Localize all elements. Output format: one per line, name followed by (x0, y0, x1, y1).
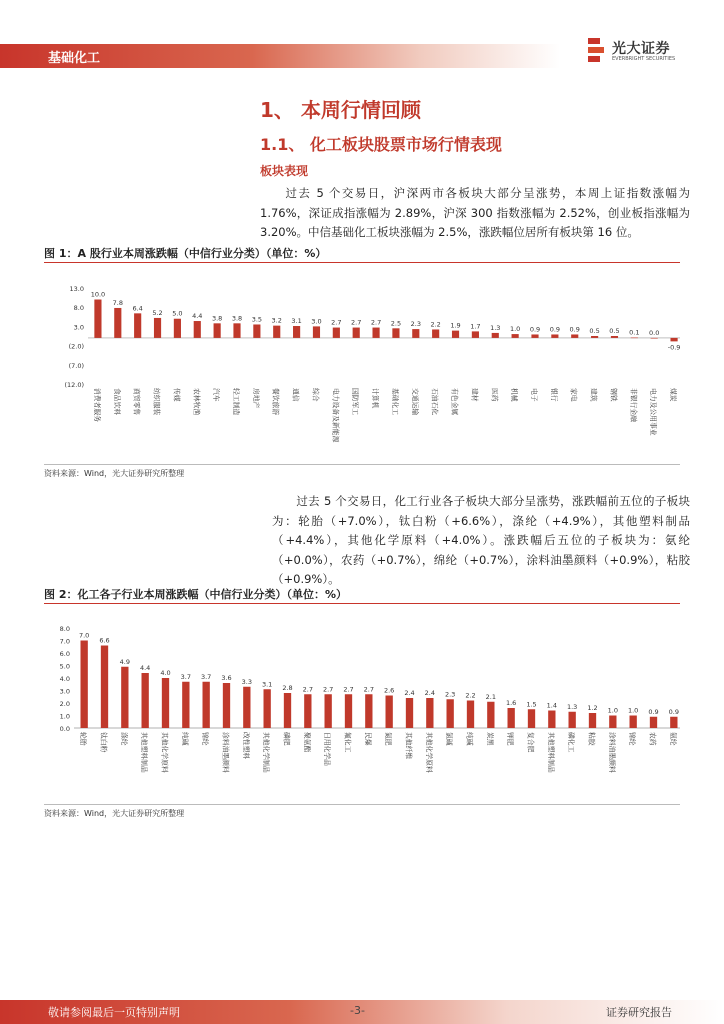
bar-value-label: 2.7 (343, 685, 354, 694)
bar (611, 336, 618, 338)
bar (487, 702, 494, 728)
y-tick-label: 13.0 (69, 285, 84, 293)
bar-value-label: 2.3 (444, 690, 456, 699)
category-label: 电力设备及新能源 (331, 388, 340, 443)
bar-value-label: 5.2 (152, 308, 163, 317)
header-section-label: 基础化工 (48, 51, 101, 66)
category-label: 机械 (510, 388, 519, 402)
section-heading: 1、 本周行情回顾 (260, 98, 421, 122)
y-tick-label: 7.0 (59, 637, 70, 646)
bar (528, 709, 535, 728)
category-label: 涂料油墨颜料 (607, 732, 616, 773)
category-label: 农林牧渔 (192, 388, 201, 416)
category-label: 钢铁 (609, 388, 618, 402)
category-label: 计算机 (371, 388, 380, 409)
bar (194, 321, 201, 338)
bar-value-label: 0.9 (648, 707, 659, 716)
bar (345, 694, 352, 728)
bar (94, 300, 101, 338)
category-label: 石油石化 (430, 388, 439, 416)
bar-value-label: 1.3 (490, 323, 501, 332)
category-label: 传媒 (172, 388, 181, 402)
category-label: 农药 (648, 732, 657, 746)
bar-value-label: 4.0 (160, 669, 171, 677)
y-tick-label: 0.0 (59, 725, 70, 733)
paragraph-text: 过去 5 个交易日，沪深两市各板块大部分呈涨势，本周上证指数涨幅为1.76%，深证成指涨幅为 2.89%，沪深 300 指数涨幅为 2.52%，创业板指涨幅为 3.20%。中信基础化工板块涨幅为 2.5%，涨跌幅位居所有板块第 16 位。 (260, 186, 690, 239)
bar-value-label: 2.7 (351, 318, 362, 327)
bar-value-label: 1.5 (526, 700, 537, 709)
figure1-source: 资料来源：Wind，光大证券研究所整理 (44, 469, 185, 478)
bar (203, 682, 210, 728)
category-label: 磷化工 (567, 732, 576, 753)
company-logo (588, 36, 680, 66)
bar (233, 323, 240, 338)
category-label: 基础化工 (390, 388, 399, 416)
bar (162, 678, 169, 728)
bar (101, 646, 108, 729)
bar-value-label: -0.9 (667, 343, 680, 352)
bar (134, 313, 141, 338)
bar (406, 698, 413, 728)
bar (551, 334, 558, 337)
bar-value-label: 1.0 (607, 706, 619, 715)
bar-value-label: 2.7 (370, 318, 382, 327)
bar (571, 334, 578, 337)
category-label: 其他化学原料 (160, 732, 169, 773)
bar (253, 324, 260, 337)
category-label: 其他纤维 (404, 732, 413, 760)
bar (372, 328, 379, 338)
bar (492, 333, 499, 338)
bar-value-label: 3.6 (221, 674, 232, 682)
bar-value-label: 1.2 (587, 704, 598, 712)
category-label: 餐饮旅游 (271, 388, 280, 416)
y-tick-label: 4.0 (59, 675, 70, 683)
bar-value-label: 2.2 (430, 320, 441, 329)
category-label: 其他塑料制品 (140, 732, 149, 773)
y-tick-label: 1.0 (59, 712, 70, 721)
bar-value-label: 0.5 (609, 327, 620, 335)
bar-value-label: 1.0 (509, 325, 521, 334)
bar (589, 713, 596, 728)
page-number: -3- (350, 1004, 365, 1017)
figure2-top-rule (44, 603, 680, 604)
category-label: 银行 (549, 388, 558, 402)
y-tick-label: (7.0) (68, 361, 84, 370)
y-tick-label: 2.0 (59, 700, 70, 708)
bar-value-label: 0.9 (529, 325, 541, 334)
bar-value-label: 3.8 (231, 314, 243, 323)
category-label: 煤炭 (669, 388, 678, 402)
category-label: 氟化工 (343, 732, 352, 753)
bar-value-label: 2.7 (322, 685, 334, 694)
category-label: 锦纶 (201, 732, 210, 746)
bar-value-label: 0.1 (629, 328, 640, 337)
bar (670, 338, 677, 341)
bar (182, 682, 189, 728)
bar-value-label: 3.1 (261, 680, 273, 689)
category-label: 民爆 (363, 732, 372, 746)
bar-value-label: 3.2 (271, 316, 282, 325)
category-label: 钾肥 (506, 732, 515, 746)
category-label: 家电 (569, 388, 578, 402)
paragraph-market-overview (260, 184, 690, 243)
bar-value-label: 3.7 (180, 672, 192, 681)
bar-value-label: 6.4 (132, 304, 143, 313)
category-label: 综合 (311, 388, 320, 402)
bar-value-label: 2.3 (410, 320, 421, 329)
bar (386, 696, 393, 729)
bar (630, 716, 637, 729)
category-label: 日用化学品 (323, 732, 332, 766)
bar (548, 711, 555, 729)
category-label: 氨纶 (668, 732, 677, 746)
bar (472, 331, 479, 338)
category-label: 纯碱 (465, 732, 474, 746)
bar-value-label: 0.9 (549, 325, 561, 334)
bar (304, 694, 311, 728)
y-tick-label: 6.0 (59, 650, 70, 658)
category-label: 其他化学制品 (262, 732, 271, 773)
category-label: 粘胶 (587, 732, 596, 746)
figure2-title: 图 2：化工各子行业本周涨跌幅（中信行业分类）（单位：%） (44, 588, 348, 601)
category-label: 纯碱 (180, 732, 189, 746)
category-label: 医药 (490, 388, 499, 402)
category-label: 电子 (530, 388, 538, 402)
bar (531, 334, 538, 337)
category-label: 氮肥 (384, 732, 393, 746)
bar-value-label: 1.7 (470, 322, 481, 331)
figure1-bar-chart (44, 268, 680, 464)
bar (447, 699, 454, 728)
bar-value-label: 2.7 (363, 685, 375, 694)
bar (174, 319, 181, 338)
bar-value-label: 3.0 (311, 317, 322, 326)
figure1-top-rule (44, 262, 680, 263)
bar-value-label: 2.7 (331, 318, 342, 327)
y-tick-label: 8.0 (73, 304, 84, 313)
bar (325, 694, 332, 728)
footer-disclaimer: 敬请参阅最后一页特别声明 (48, 1006, 180, 1019)
bar (650, 717, 657, 728)
bar-value-label: 2.4 (424, 689, 436, 697)
bar-value-label: 2.5 (390, 319, 402, 328)
bar (512, 334, 519, 338)
bar (432, 329, 439, 337)
y-tick-label: 8.0 (59, 625, 70, 633)
bar-value-label: 7.0 (78, 631, 90, 640)
bar (392, 328, 399, 338)
bar (508, 708, 515, 728)
bar (631, 338, 638, 339)
bar-value-label: 3.8 (211, 314, 223, 323)
bar (214, 323, 221, 338)
bar (333, 328, 340, 338)
paragraph-text: 过去 5 个交易日，化工行业各子板块大部分呈涨势，涨跌幅前五位的子板块为：轮胎（+7.0%），钛白粉（+6.6%），涤纶（+4.9%），其他塑料制品（+4.4%），其他化学原料（+4.0%）。涨跌幅后五位的子板块为：氨纶（+0.0%），农药（+0.7%），绵纶（+0.7%），涂料油墨颜料（+0.9%），粘胶（+0.9%）。 (272, 494, 690, 586)
bar-value-label: 6.6 (99, 636, 110, 645)
bar (313, 326, 320, 338)
bar (651, 338, 658, 339)
category-label: 纺织服装 (152, 388, 161, 416)
bar-value-label: 3.1 (291, 317, 302, 326)
category-label: 炭黑 (485, 732, 494, 746)
bar (353, 328, 360, 338)
figure2-bar-chart (44, 610, 680, 804)
bar-value-label: 2.6 (383, 686, 395, 695)
category-label: 建筑 (589, 388, 598, 402)
bar-value-label: 0.9 (668, 707, 680, 716)
category-label: 聚氨酯 (302, 732, 311, 753)
bar (609, 716, 616, 729)
category-label: 氯碱 (445, 732, 454, 746)
category-label: 食品饮料 (112, 388, 121, 416)
logo-name-en: EVERBRIGHT SECURITIES (612, 56, 676, 62)
bar (412, 329, 419, 338)
bar-value-label: 4.9 (119, 657, 131, 666)
bar (243, 687, 250, 728)
category-label: 消费者服务 (92, 388, 101, 422)
bar (114, 308, 121, 338)
figure1-bottom-rule (44, 464, 680, 465)
category-label: 通信 (291, 388, 300, 402)
bar-value-label: 3.3 (241, 677, 253, 686)
bar-value-label: 2.1 (485, 692, 497, 701)
category-label: 复合肥 (526, 732, 535, 753)
bar (452, 331, 459, 338)
category-label: 涤纶 (119, 732, 128, 746)
bar-value-label: 3.5 (251, 315, 263, 324)
category-label: 汽车 (212, 388, 221, 402)
bar (223, 683, 230, 728)
category-label: 轮胎 (79, 732, 88, 746)
category-label: 商贸零售 (132, 388, 141, 416)
y-tick-label: 3.0 (73, 323, 84, 332)
category-label: 锦纶 (628, 732, 637, 746)
category-label: 磷肥 (282, 732, 291, 746)
figure1-title: 图 1：A 股行业本周涨跌幅（中信行业分类）（单位：%） (44, 247, 327, 260)
bar-value-label: 1.3 (566, 702, 578, 711)
bar-value-label: 5.0 (172, 309, 183, 318)
bar (591, 336, 598, 338)
logo-name-cn: 光大证券 (612, 41, 670, 57)
bar-value-label: 2.4 (404, 689, 415, 697)
bar (273, 326, 280, 338)
bar-value-label: 0.5 (589, 327, 600, 335)
bar-value-label: 10.0 (90, 290, 106, 299)
y-tick-label: (12.0) (64, 381, 84, 389)
category-label: 电力及公用事业 (649, 388, 658, 436)
bar-value-label: 1.4 (546, 701, 558, 710)
category-label: 其他塑料制品 (546, 732, 555, 773)
bar-value-label: 4.4 (139, 664, 151, 672)
category-label: 房地产 (251, 388, 260, 409)
category-label: 涂料油墨颜料 (221, 732, 230, 773)
bar-value-label: 4.4 (192, 312, 203, 321)
bar (670, 717, 677, 728)
bar-value-label: 1.9 (450, 321, 461, 330)
bar-value-label: 2.7 (302, 685, 314, 694)
bar (426, 698, 433, 728)
footer-report-type: 证券研究报告 (606, 1006, 672, 1019)
bar-value-label: 2.8 (282, 684, 293, 692)
bar-value-label: 0.9 (569, 325, 580, 334)
category-label: 钛白粉 (99, 732, 108, 753)
bar-value-label: 2.2 (465, 691, 476, 700)
y-tick-label: 5.0 (59, 662, 70, 671)
bar (365, 694, 372, 728)
category-label: 国防军工 (351, 388, 360, 416)
bar (121, 667, 128, 728)
y-tick-label: (2.0) (68, 342, 84, 351)
bar-value-label: 7.8 (112, 298, 123, 307)
category-label: 建材 (470, 388, 479, 402)
figure2-bottom-rule (44, 804, 680, 805)
category-label: 其他化学原料 (424, 732, 433, 773)
paragraph-subsector-overview (272, 492, 690, 590)
bar (154, 318, 161, 338)
topic-heading: 板块表现 (260, 164, 309, 178)
bar-value-label: 0.0 (649, 328, 660, 337)
bar (81, 641, 88, 729)
category-label: 改性塑料 (241, 732, 250, 760)
bar (467, 701, 474, 729)
bar-value-label: 1.0 (627, 706, 639, 715)
bar (264, 689, 271, 728)
bar (293, 326, 300, 338)
logo-mark-icon (588, 38, 606, 62)
bar (284, 693, 291, 728)
bar-value-label: 1.6 (505, 699, 517, 707)
category-label: 有色金属 (450, 388, 459, 416)
category-label: 非银行金融 (629, 388, 638, 422)
category-label: 轻工制造 (232, 388, 240, 416)
bar-value-label: 3.7 (200, 672, 212, 681)
y-tick-label: 3.0 (59, 687, 70, 696)
bar (569, 712, 576, 728)
figure2-source: 资料来源：Wind，光大证券研究所整理 (44, 809, 185, 818)
bar (142, 673, 149, 728)
subsection-heading: 1.1、 化工板块股票市场行情表现 (260, 135, 502, 154)
category-label: 交通运输 (410, 388, 419, 416)
